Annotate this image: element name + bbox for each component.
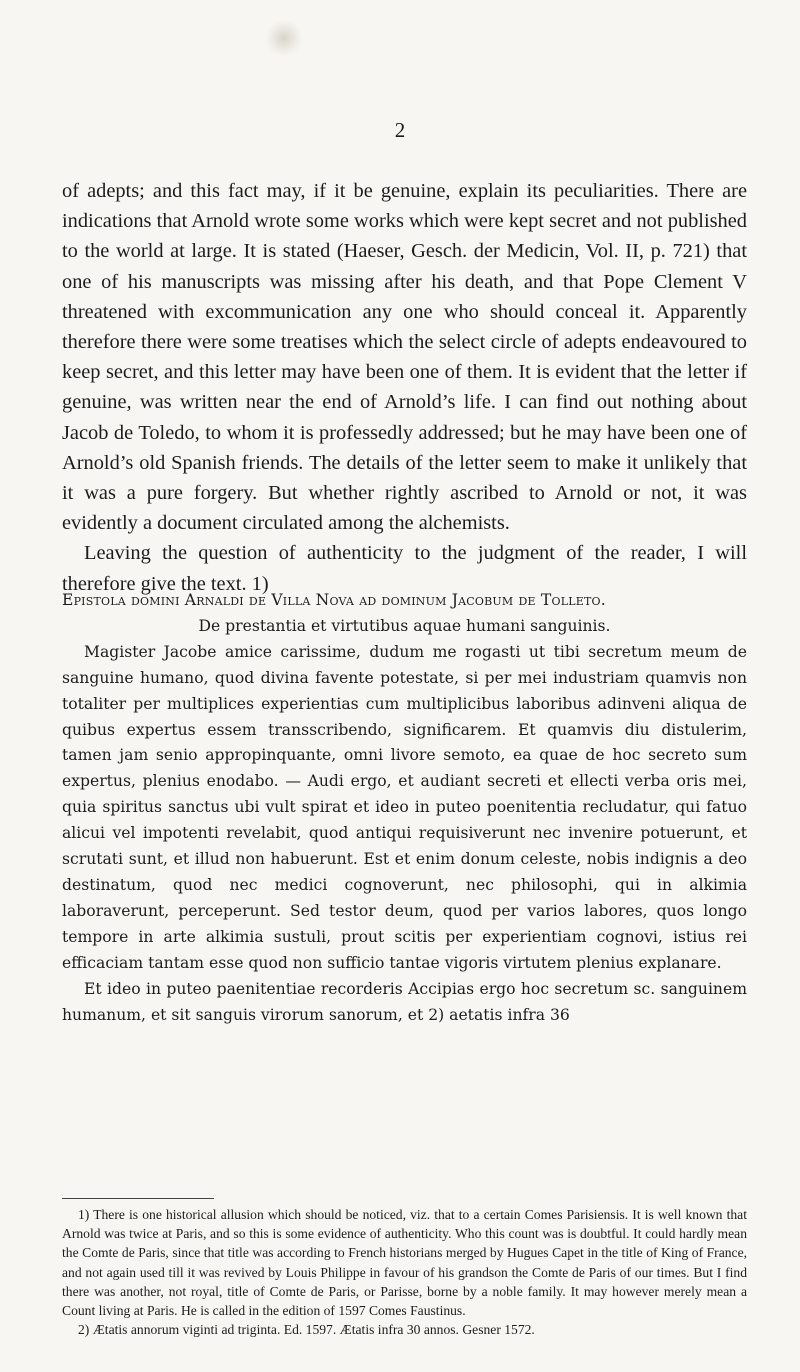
latin-text [62,588,747,1028]
footnote-divider [62,1198,214,1199]
commentary-paragraph-2: Leaving the question of authenticity to the judgment of the reader, I will therefore give the text. 1) [62,542,747,595]
latin-paragraph-1: Magister Jacobe amice carissime, dudum me rogasti ut tibi secretum meum de sanguine humano, quod divina favente potestate, si per mei industriam quamvis non totaliter per multiplices experientias cum multiplicibus laboribus adinveni aliqua de quibus expertus essem transscribendo, significarem. Et quamvis diu distulerim, tamen jam senio appropinquante, omni livore semoto, ea quae de hoc secreto sum expertus, plenius enodabo. — Audi ergo, et audiant secreti et ellecti verba oris mei, quia spiritus sanctus ubi vult spirat et ideo in puteo poenitentia recludatur, qui fatuo alicui vel impotenti revelabit, quod antiqui requisiverunt nec invenire potuerunt, et scrutati sunt, et illud non habuerunt. Est et enim donum celeste, nobis indignis a deo destinatum, quod nec medici cognoverunt, nec philosophi, qui in alkimia laboraverunt, perceperunt. Sed testor deum, quod per varios labores, quos longo tempore in arte alkimia sustuli, prout scitis per experientiam cognovi, istius rei efficaciam tantam esse quod non sufficio tantae vigoris virtutem plenius explanare. [62,642,747,972]
commentary-paragraph-1: of adepts; and this fact may, if it be genuine, explain its peculiarities. There are indications that Arnold wrote some works which were kept secret and not published to the world at large. It is stated (Haeser, Gesch. der Medicin, Vol. II, p. 721) that one of his manuscripts was missing after his death, and that Pope Clement V threatened with excommunication any one who should conceal it. Apparently therefore there were some treatises which the select circle of adepts endeavoured to keep secret, and this letter may have been one of them. It is evident that the letter if genuine, was written near the end of Arnold’s life. I can find out nothing about Jacob de Toledo, to whom it is professedly addressed; but he may have been one of Arnold’s old Spanish friends. The details of the letter seem to make it unlikely that it was a pure forgery. But whether rightly ascribed to Arnold or not, it was evidently a document circulated among the alchemists. [62,180,747,535]
footnote-1: 1) There is one historical allusion which should be noticed, viz. that to a certain Comes Parisiensis. It is well known that Arnold was twice at Paris, and so this is some evidence of authenticity. Who this count was is doubtful. It could hardly mean the Comte de Paris, since that title was according to French historians merged by Hugues Capet in the title of King of France, and not again used till it was revived by Louis Philippe in favour of his grandson the Comte de Paris of our times. But I find there was another, not royal, title of Comte de Paris, or Parisse, borne by a noble family. It may however merely mean a Count living at Paris. He is called in the edition of 1597 Comes Faustinus. [62,1207,747,1319]
latin-paragraph-2: Et ideo in puteo paenitentiae recorderis Accipias ergo hoc secretum sc. sanguinem humanum, et sit sanguis virorum sanorum, et 2) aetatis infra 36 [62,979,747,1024]
footnote-2: 2) Ætatis annorum viginti ad triginta. Ed. 1597. Ætatis infra 30 annos. Gesner 1572. [78,1322,535,1338]
letter-subheading: De prestantia et virtutibus aquae humani sanguinis. [198,616,611,635]
english-commentary [62,176,747,599]
page-number: 2 [394,118,406,142]
paper-stain [266,20,302,56]
footnotes [62,1205,747,1339]
letter-heading: Epistola domini Arnaldi de Villa Nova ad dominum Jacobum de Tolleto. [62,591,606,609]
